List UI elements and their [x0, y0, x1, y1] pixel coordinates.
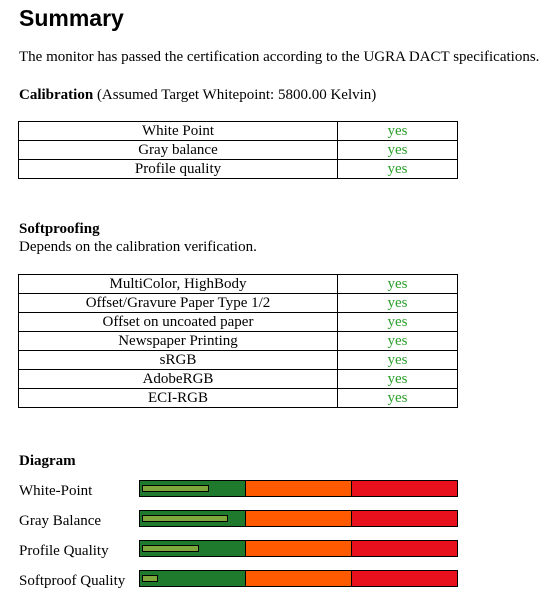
page-title: Summary — [19, 5, 124, 31]
calibration-table — [18, 121, 458, 179]
check-result: yes — [338, 141, 458, 160]
calibration-heading — [19, 86, 376, 104]
check-name: Gray balance — [19, 141, 338, 160]
diagram-label-gray-balance: Gray Balance — [19, 513, 102, 529]
check-result: yes — [338, 122, 458, 141]
warning-zone — [246, 481, 352, 496]
table-row — [19, 370, 458, 389]
check-result: yes — [338, 370, 458, 389]
check-name: Profile quality — [19, 160, 338, 179]
fail-zone — [352, 481, 457, 496]
softproof-quality-gauge — [139, 570, 458, 587]
fail-zone — [352, 511, 457, 526]
check-name: MultiColor, HighBody — [19, 275, 338, 294]
check-result: yes — [338, 313, 458, 332]
diagram-heading — [19, 452, 76, 470]
check-result: yes — [338, 160, 458, 179]
check-name: ECI-RGB — [19, 389, 338, 408]
warning-zone — [246, 571, 352, 586]
quality-meter — [142, 485, 209, 492]
softproofing-table — [18, 274, 458, 408]
check-name: White Point — [19, 122, 338, 141]
table-row — [19, 351, 458, 370]
softproofing-title: Softproofing — [19, 221, 100, 237]
fail-zone — [352, 571, 457, 586]
table-row — [19, 122, 458, 141]
certification-statement: The monitor has passed the certification according to the UGRA DACT specifications. — [19, 49, 540, 65]
diagram-title: Diagram — [19, 453, 76, 469]
table-row — [19, 160, 458, 179]
diagram-label-softproof-quality: Softproof Quality — [19, 573, 126, 589]
check-result: yes — [338, 389, 458, 408]
check-result: yes — [338, 351, 458, 370]
check-result: yes — [338, 275, 458, 294]
fail-zone — [352, 541, 457, 556]
white-point-gauge — [139, 480, 458, 497]
warning-zone — [246, 511, 352, 526]
diagram-label-white-point: White-Point — [19, 483, 93, 499]
softproofing-subtitle: Depends on the calibration verification. — [19, 239, 257, 255]
quality-meter — [142, 545, 199, 552]
calibration-note: (Assumed Target Whitepoint: 5800.00 Kelvin) — [96, 87, 377, 103]
table-row — [19, 389, 458, 408]
quality-meter — [142, 515, 228, 522]
check-result: yes — [338, 294, 458, 313]
diagram-label-profile-quality: Profile Quality — [19, 543, 109, 559]
table-row — [19, 294, 458, 313]
softproofing-heading — [19, 220, 100, 238]
quality-meter — [142, 575, 158, 582]
warning-zone — [246, 541, 352, 556]
profile-quality-gauge — [139, 540, 458, 557]
table-row — [19, 141, 458, 160]
check-result: yes — [338, 332, 458, 351]
check-name: sRGB — [19, 351, 338, 370]
table-row — [19, 275, 458, 294]
table-row — [19, 313, 458, 332]
check-name: Offset on uncoated paper — [19, 313, 338, 332]
check-name: Newspaper Printing — [19, 332, 338, 351]
calibration-title: Calibration — [19, 87, 94, 103]
check-name: AdobeRGB — [19, 370, 338, 389]
gray-balance-gauge — [139, 510, 458, 527]
table-row — [19, 332, 458, 351]
check-name: Offset/Gravure Paper Type 1/2 — [19, 294, 338, 313]
